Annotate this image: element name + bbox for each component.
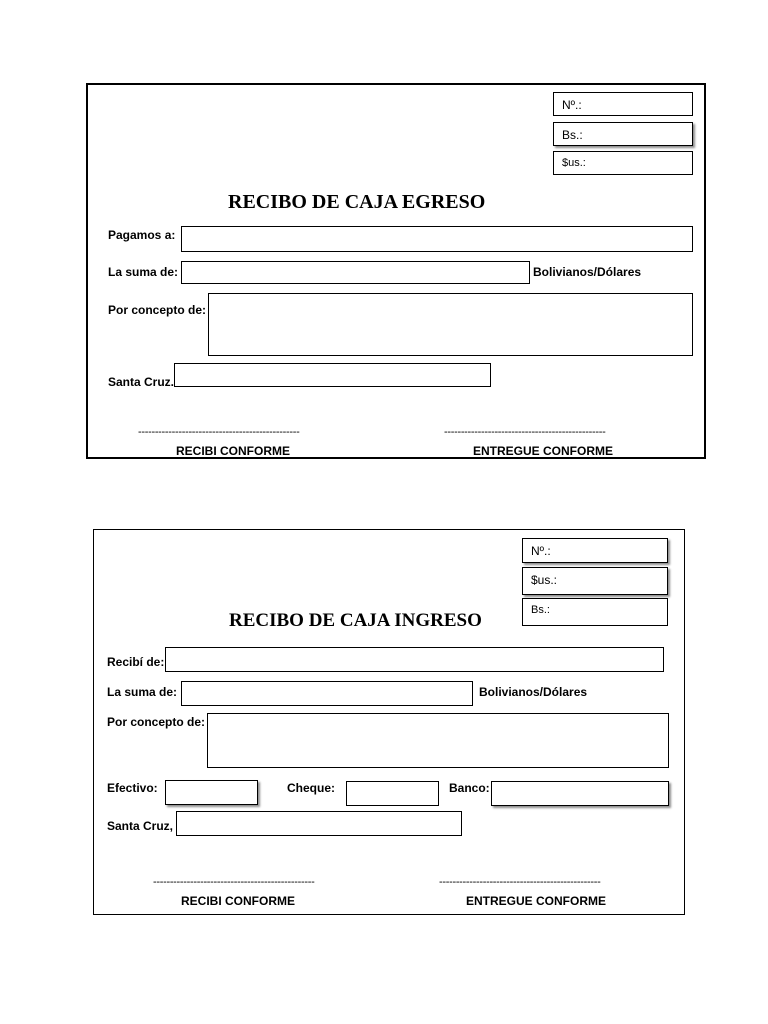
egreso-sus-box[interactable] xyxy=(553,151,693,175)
ingreso-title: RECIBO DE CAJA INGRESO xyxy=(229,610,482,631)
egreso-santa-cruz-field[interactable] xyxy=(174,363,491,387)
egreso-suma-label: La suma de: xyxy=(108,265,179,279)
egreso-number-label: Nº.: xyxy=(562,98,582,112)
egreso-concepto-field[interactable] xyxy=(208,293,693,356)
egreso-bs-box[interactable] xyxy=(553,122,693,146)
egreso-recibi-label: RECIBI CONFORME xyxy=(176,444,290,458)
ingreso-currency-label: Bolivianos/Dólares xyxy=(479,685,588,699)
ingreso-santa-cruz-label: Santa Cruz, xyxy=(107,819,174,833)
receipt-ingreso xyxy=(93,529,685,915)
ingreso-sus-box[interactable] xyxy=(522,567,668,595)
egreso-number-box[interactable] xyxy=(553,92,693,116)
ingreso-sus-label: $us.: xyxy=(531,573,558,587)
egreso-suma-field[interactable] xyxy=(181,261,530,284)
ingreso-cheque-field[interactable] xyxy=(346,781,439,806)
ingreso-recibi-de-label: Recibí de: xyxy=(107,655,165,669)
ingreso-efectivo-field[interactable] xyxy=(165,780,258,805)
egreso-entregue-signature-line: ------------------------------------------------ xyxy=(444,426,606,438)
ingreso-efectivo-label: Efectivo: xyxy=(107,781,158,795)
egreso-currency-label: Bolivianos/Dólares xyxy=(533,265,642,279)
ingreso-suma-field[interactable] xyxy=(181,681,473,706)
egreso-recibi-signature-line: ------------------------------------------------ xyxy=(138,426,300,438)
ingreso-bs-box[interactable] xyxy=(522,598,668,626)
egreso-santa-cruz-label: Santa Cruz. xyxy=(108,375,175,389)
ingreso-entregue-label: ENTREGUE CONFORME xyxy=(466,894,607,908)
egreso-entregue-label: ENTREGUE CONFORME xyxy=(473,444,614,458)
ingreso-banco-field[interactable] xyxy=(491,781,669,806)
ingreso-concepto-field[interactable] xyxy=(207,713,669,768)
egreso-bs-label: Bs.: xyxy=(562,128,583,142)
egreso-concepto-label: Por concepto de: xyxy=(108,303,207,317)
ingreso-suma-label: La suma de: xyxy=(107,685,178,699)
ingreso-recibi-signature-line: ------------------------------------------------ xyxy=(153,876,315,888)
egreso-pagamos-label: Pagamos a: xyxy=(108,228,176,242)
ingreso-bs-label: Bs.: xyxy=(531,604,550,616)
ingreso-banco-label: Banco: xyxy=(449,781,490,795)
ingreso-recibi-label: RECIBI CONFORME xyxy=(181,894,295,908)
receipt-egreso xyxy=(86,83,706,459)
egreso-pagamos-field[interactable] xyxy=(181,226,693,252)
egreso-sus-label: $us.: xyxy=(562,157,586,169)
ingreso-number-box[interactable] xyxy=(522,538,668,563)
ingreso-number-label: Nº.: xyxy=(531,544,551,558)
ingreso-cheque-label: Cheque: xyxy=(287,781,335,795)
ingreso-concepto-label: Por concepto de: xyxy=(107,715,206,729)
egreso-title: RECIBO DE CAJA EGRESO xyxy=(228,191,486,213)
ingreso-santa-cruz-field[interactable] xyxy=(176,811,462,836)
ingreso-recibi-de-field[interactable] xyxy=(165,647,664,672)
ingreso-entregue-signature-line: ------------------------------------------------ xyxy=(439,876,601,888)
